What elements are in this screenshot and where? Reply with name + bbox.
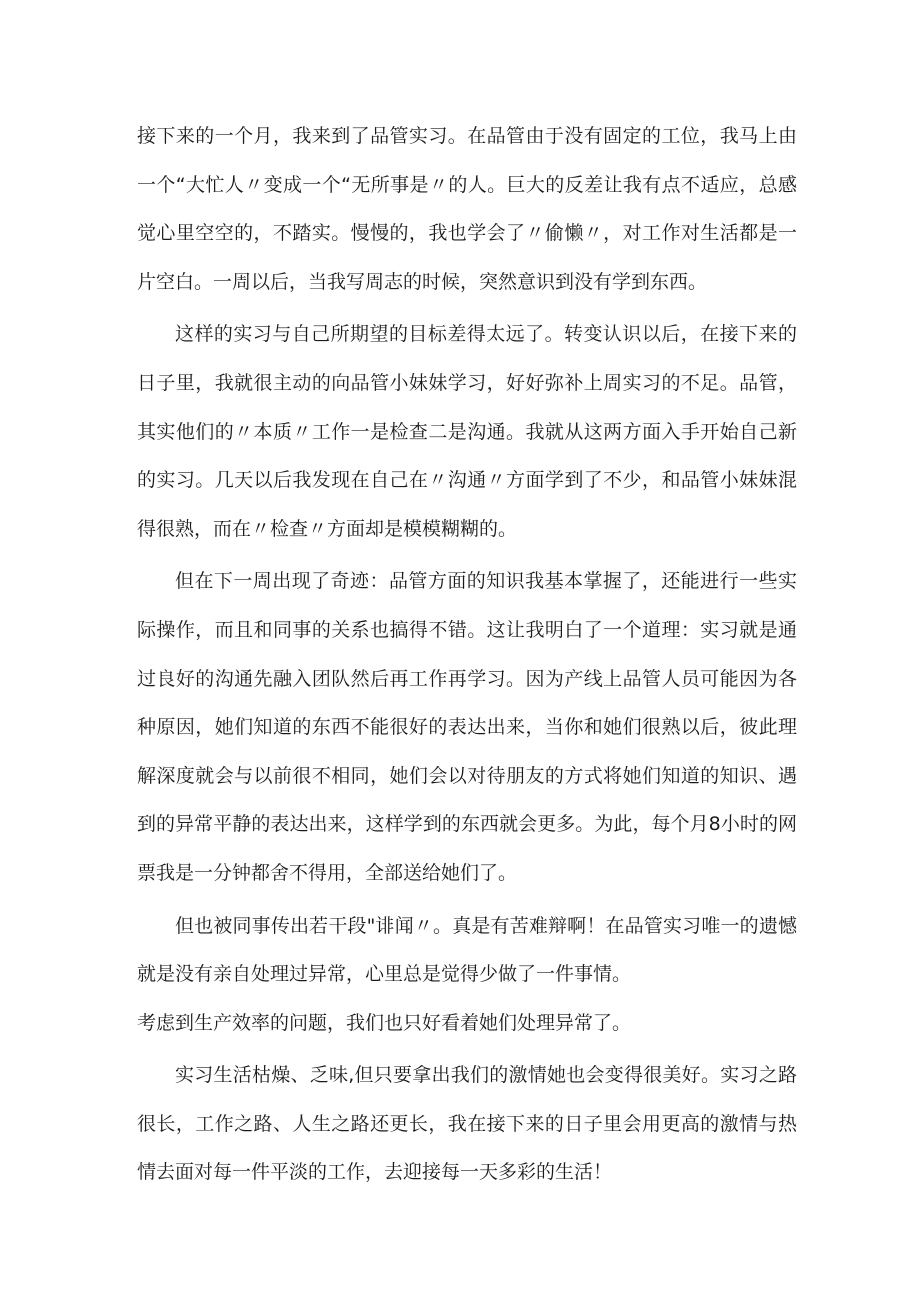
- document-body: [137, 112, 797, 1197]
- paragraph-1: 接下来的一个月，我来到了品管实习。在品管由于没有固定的工位，我马上由一个“大忙人〃变成一个“无所事是〃的人。巨大的反差让我有点不适应，总感觉心里空空的，不踏实。慢慢的，我也学会了〃偷懒〃，对工作对生活都是一片空白。一周以后，当我写周志的时候，突然意识到没有学到东西。: [137, 125, 797, 293]
- paragraph-6: 实习生活枯燥、乏味,但只要拿出我们的激情她也会变得很美好。实习之路很长，工作之路、人生之路还更长，我在接下来的日子里会用更高的激情与热情去面对每一件平淡的工作，去迎接每一天多彩的生活！: [137, 1064, 797, 1184]
- paragraph-2: 这样的实习与自己所期望的目标差得太远了。转变认识以后，在接下来的日子里，我就很主动的向品管小妹妹学习，好好弥补上周实习的不足。品管，其实他们的〃本质〃工作一是检查二是沟通。我就从这两方面入手开始自己新的实习。几天以后我发现在自己在〃沟通〃方面学到了不少，和品管小妹妹混得很熟，而在〃检查〃方面却是模模糊糊的。: [137, 323, 797, 540]
- paragraph-5: 考虑到生产效率的问题，我们也只好看着她们处理异常了。: [137, 1011, 632, 1034]
- paragraph-4: 但也被同事传出若干段"诽闻〃。真是有苦难辩啊！在品管实习唯一的遗憾就是没有亲自处理过异常，心里总是觉得少做了一件事情。: [137, 914, 797, 986]
- paragraph-3: 但在下一周出现了奇迹：品管方面的知识我基本掌握了，还能进行一些实际操作，而且和同事的关系也搞得不错。这让我明白了一个道理：实习就是通过良好的沟通先融入团队然后再工作再学习。因为产线上品管人员可能因为各种原因，她们知道的东西不能很好的表达出来，当你和她们很熟以后，彼此理解深度就会与以前很不相同，她们会以对待朋友的方式将她们知道的知识、遇到的异常平静的表达出来，这样学到的东西就会更多。为此，每个月8小时的网票我是一分钟都舍不得用，全部送给她们了。: [137, 570, 797, 884]
